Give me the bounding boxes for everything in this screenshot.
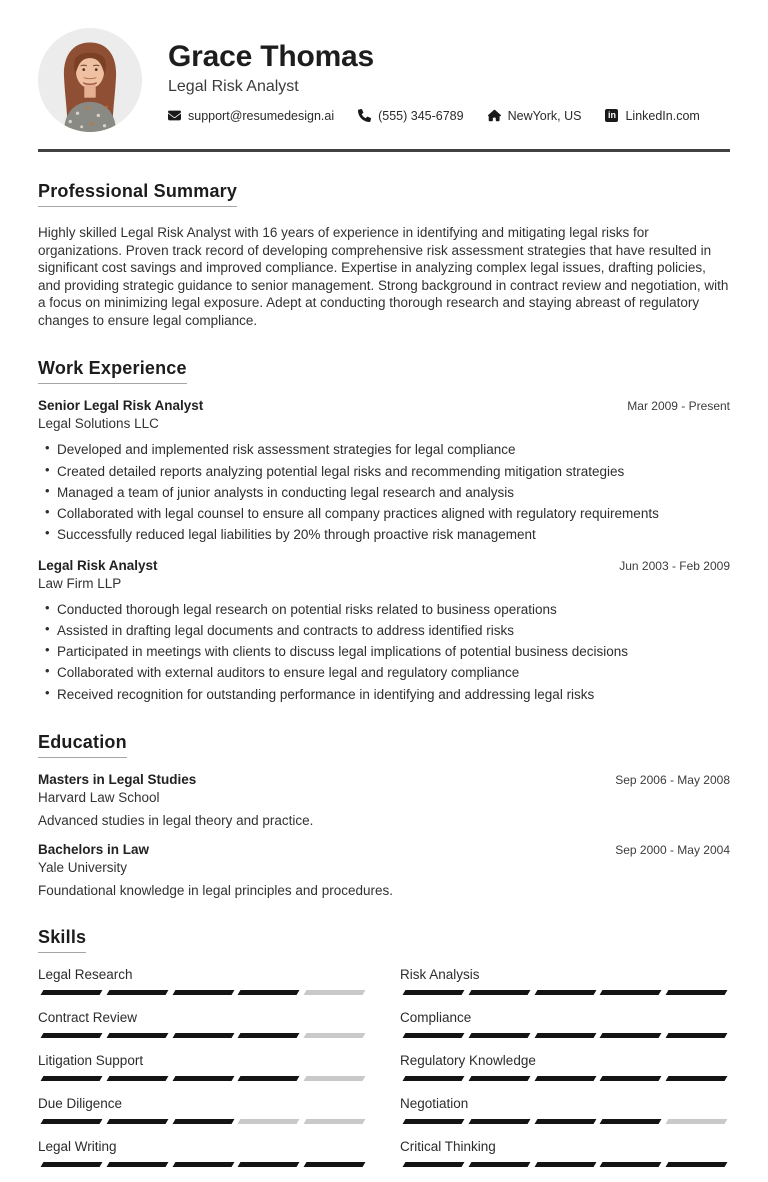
skill-bar-segment — [600, 1119, 662, 1124]
job-title: Senior Legal Risk Analyst — [38, 398, 204, 414]
avatar — [38, 28, 142, 132]
job-company: Law Firm LLP — [38, 575, 122, 591]
skill-bar-segment — [534, 1076, 596, 1081]
skill-name: Litigation Support — [38, 1052, 144, 1068]
skill-bar-segment — [106, 1076, 168, 1081]
education-entry-head — [38, 772, 730, 787]
skill-level-bar — [38, 1076, 368, 1081]
skill-bar-segment — [41, 1119, 103, 1124]
job-bullet: • Created detailed reports analyzing potential legal risks and recommending mitigation strategies — [38, 463, 730, 480]
skill-bar-segment — [468, 1076, 530, 1081]
job-entry — [38, 398, 730, 543]
job-title: Legal Risk Analyst — [38, 557, 158, 573]
job-entry — [38, 558, 730, 703]
skill-level-bar — [38, 990, 368, 995]
skill-bar-segment — [666, 1162, 728, 1167]
education-entry — [38, 842, 730, 898]
header-divider — [38, 149, 730, 152]
skill-item — [38, 1010, 368, 1038]
skill-bar-segment — [534, 1033, 596, 1038]
education-description: Foundational knowledge in legal principles and procedures. — [38, 882, 393, 898]
work-heading: Work Experience — [38, 358, 187, 384]
skill-bar-segment — [106, 990, 168, 995]
skill-bar-segment — [403, 1162, 465, 1167]
skill-bar-segment — [238, 1162, 300, 1167]
contact-email-text: support@resumedesign.ai — [188, 108, 335, 123]
skill-item — [38, 967, 368, 995]
skill-bar-segment — [534, 1162, 596, 1167]
resume-header — [38, 28, 730, 132]
skill-bar-segment — [600, 1076, 662, 1081]
skill-name: Legal Research — [38, 966, 133, 982]
skill-bar-segment — [41, 990, 103, 995]
job-dates: Jun 2003 - Feb 2009 — [619, 558, 730, 573]
section-skills — [38, 927, 730, 1182]
skill-bar-segment — [41, 1033, 103, 1038]
job-bullet-list — [38, 601, 730, 703]
skill-level-bar — [400, 1033, 730, 1038]
skill-bar-segment — [468, 1119, 530, 1124]
skill-bar-segment — [106, 1033, 168, 1038]
job-dates: Mar 2009 - Present — [627, 399, 730, 414]
skill-item — [400, 1010, 730, 1038]
email-icon — [168, 109, 181, 122]
skill-bar-segment — [238, 1076, 300, 1081]
contact-location — [488, 109, 582, 123]
skill-name: Legal Writing — [38, 1138, 117, 1154]
skills-column-left — [38, 967, 368, 1182]
skill-bar-segment — [304, 1033, 366, 1038]
skill-bar-segment — [600, 1033, 662, 1038]
header-text — [168, 38, 700, 123]
job-list — [38, 398, 730, 703]
skill-level-bar — [400, 1119, 730, 1124]
education-entry — [38, 772, 730, 828]
skill-bar-segment — [600, 990, 662, 995]
skill-bar-segment — [403, 990, 465, 995]
job-entry-head — [38, 558, 730, 573]
skill-bar-segment — [106, 1119, 168, 1124]
contact-linkedin-text: LinkedIn.com — [625, 108, 700, 123]
skill-item — [38, 1096, 368, 1124]
skill-name: Contract Review — [38, 1009, 138, 1025]
skill-bar-segment — [666, 1119, 728, 1124]
skill-item — [400, 1139, 730, 1167]
skill-bar-segment — [172, 1033, 234, 1038]
skill-name: Critical Thinking — [400, 1138, 496, 1154]
skill-level-bar — [400, 990, 730, 995]
skill-bar-segment — [238, 990, 300, 995]
skill-bar-segment — [600, 1162, 662, 1167]
skill-bar-segment — [238, 1033, 300, 1038]
skill-name: Compliance — [400, 1009, 472, 1025]
skills-grid — [38, 967, 730, 1182]
education-school: Yale University — [38, 859, 128, 875]
job-bullet: • Participated in meetings with clients to discuss legal implications of potential business decisions — [38, 643, 730, 660]
skill-level-bar — [400, 1162, 730, 1167]
education-list — [38, 772, 730, 898]
skill-bar-segment — [304, 1119, 366, 1124]
job-bullet: • Collaborated with legal counsel to ensure all company practices aligned with regulatory requirements — [38, 505, 730, 522]
skill-bar-segment — [172, 1162, 234, 1167]
person-name: Grace Thomas — [168, 39, 375, 73]
education-degree: Bachelors in Law — [38, 841, 150, 857]
education-degree: Masters in Legal Studies — [38, 771, 197, 787]
skill-bar-segment — [468, 1033, 530, 1038]
section-education — [38, 732, 730, 898]
summary-text: Highly skilled Legal Risk Analyst with 16 years of experience in identifying and mitigating legal risks for organizations. Proven track record of developing comprehensive risk assessment strategies that have resulted in significant cost savings and improved compliance. Expertise in analyzing complex legal issues, drafting policies, and providing strategic guidance to senior management. Strong background in contract review and negotiation, with a focus on minimizing legal exposure. Adept at conducting thorough research and staying abreast of regulatory changes to ensure legal compliance. — [38, 225, 729, 328]
skill-bar-segment — [304, 1076, 366, 1081]
phone-icon — [358, 109, 371, 122]
skill-bar-segment — [534, 1119, 596, 1124]
job-bullet: • Assisted in drafting legal documents and contracts to address identified risks — [38, 622, 730, 639]
skill-bar-segment — [666, 990, 728, 995]
skill-bar-segment — [534, 990, 596, 995]
education-dates: Sep 2000 - May 2004 — [615, 842, 730, 857]
contact-row — [168, 109, 700, 123]
skill-bar-segment — [238, 1119, 300, 1124]
skill-item — [400, 967, 730, 995]
skill-bar-segment — [172, 1119, 234, 1124]
skill-bar-segment — [41, 1162, 103, 1167]
summary-heading: Professional Summary — [38, 181, 237, 207]
job-company: Legal Solutions LLC — [38, 416, 159, 432]
education-heading: Education — [38, 732, 127, 758]
linkedin-icon: in — [605, 109, 618, 122]
skills-heading: Skills — [38, 927, 86, 953]
section-work-experience — [38, 358, 730, 703]
skill-bar-segment — [172, 990, 234, 995]
contact-phone — [358, 109, 463, 123]
contact-email — [168, 109, 334, 123]
person-title: Legal Risk Analyst — [168, 77, 299, 95]
contact-location-text: NewYork, US — [507, 108, 582, 123]
skill-name: Risk Analysis — [400, 966, 480, 982]
skill-name: Due Diligence — [38, 1095, 123, 1111]
job-entry-head — [38, 398, 730, 413]
education-entry-head — [38, 842, 730, 857]
job-bullet: • Managed a team of junior analysts in conducting legal research and analysis — [38, 484, 730, 501]
skill-name: Regulatory Knowledge — [400, 1052, 536, 1068]
education-description: Advanced studies in legal theory and practice. — [38, 812, 314, 828]
job-bullet-list — [38, 441, 730, 543]
skill-bar-segment — [403, 1076, 465, 1081]
skill-bar-segment — [666, 1033, 728, 1038]
skill-level-bar — [38, 1162, 368, 1167]
skill-level-bar — [38, 1119, 368, 1124]
home-icon — [488, 109, 501, 122]
skill-bar-segment — [403, 1119, 465, 1124]
contact-phone-text: (555) 345-6789 — [378, 108, 464, 123]
job-bullet: • Developed and implemented risk assessment strategies for legal compliance — [38, 441, 730, 458]
skill-bar-segment — [304, 990, 366, 995]
job-bullet: • Conducted thorough legal research on potential risks related to business operations — [38, 601, 730, 618]
job-bullet: • Received recognition for outstanding performance in identifying and addressing legal risks — [38, 686, 730, 703]
skill-bar-segment — [41, 1076, 103, 1081]
skill-level-bar — [38, 1033, 368, 1038]
skill-item — [400, 1053, 730, 1081]
job-bullet: • Successfully reduced legal liabilities by 20% through proactive risk management — [38, 526, 730, 543]
skill-item — [38, 1053, 368, 1081]
skill-name: Negotiation — [400, 1095, 469, 1111]
skill-bar-segment — [403, 1033, 465, 1038]
contact-linkedin — [605, 109, 699, 123]
skill-bar-segment — [468, 990, 530, 995]
skill-bar-segment — [106, 1162, 168, 1167]
skill-item — [38, 1139, 368, 1167]
skill-bar-segment — [304, 1162, 366, 1167]
education-dates: Sep 2006 - May 2008 — [615, 772, 730, 787]
skill-bar-segment — [468, 1162, 530, 1167]
skill-level-bar — [400, 1076, 730, 1081]
section-professional-summary — [38, 181, 730, 329]
job-bullet: • Collaborated with external auditors to ensure legal and regulatory compliance — [38, 664, 730, 681]
skills-column-right — [400, 967, 730, 1182]
skill-bar-segment — [666, 1076, 728, 1081]
skill-bar-segment — [172, 1076, 234, 1081]
avatar-illustration — [38, 28, 142, 132]
education-school: Harvard Law School — [38, 789, 160, 805]
skill-item — [400, 1096, 730, 1124]
